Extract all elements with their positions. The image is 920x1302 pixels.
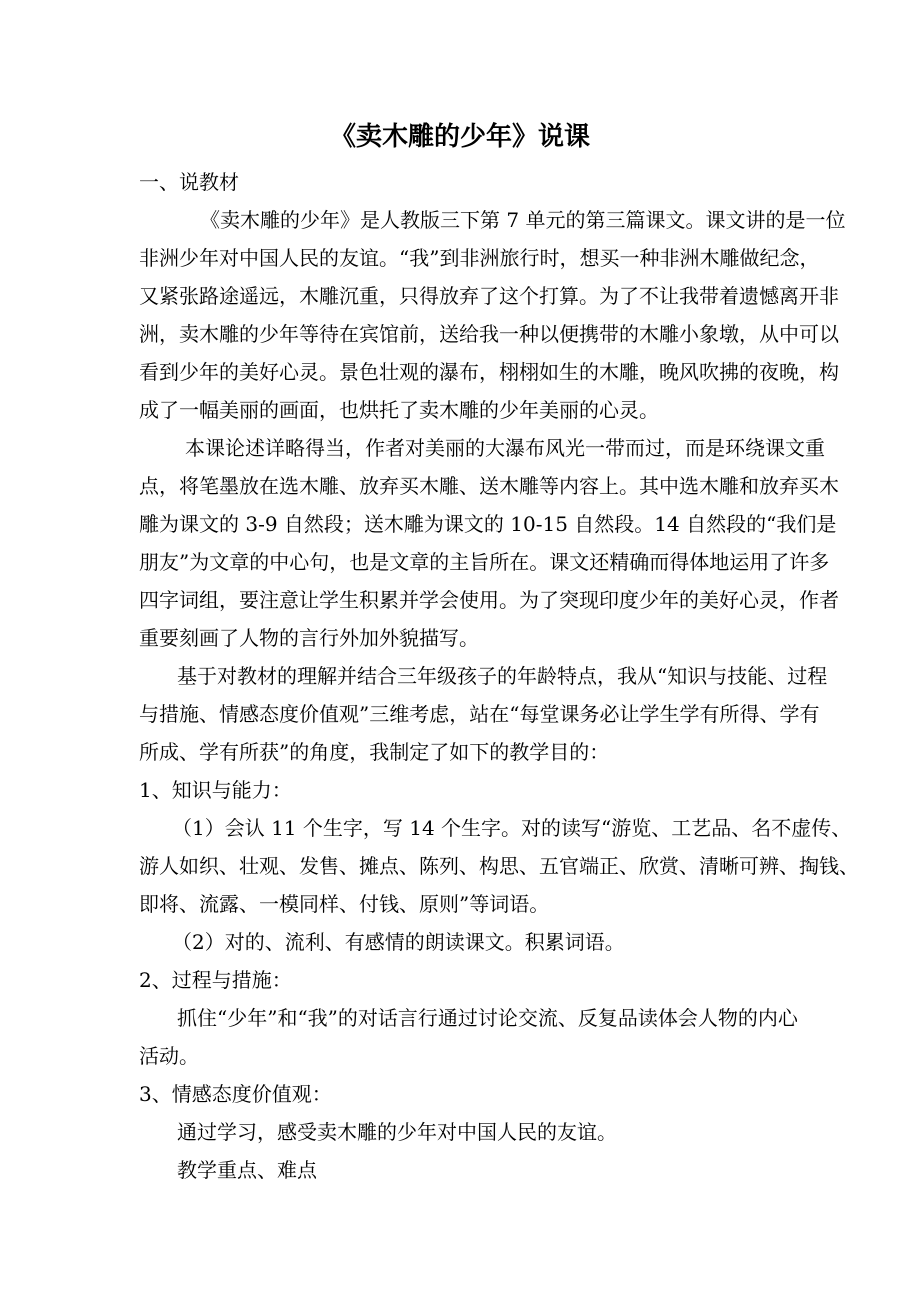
text-line: 成了一幅美丽的画面，也烘托了卖木雕的少年美丽的心灵。 [139,398,659,422]
goal-values-text: 通过学习，感受卖木雕的少年对中国人民的友谊。 [177,1120,617,1144]
document-body [139,163,859,1189]
text-line: 又紧张路途遥远，木雕沉重，只得放弃了这个打算。为了不让我带着遗憾离开非 [139,284,839,308]
text-line: 非洲少年对中国人民的友谊。“我”到非洲旅行时，想买一种非洲木雕做纪念， [139,246,820,270]
goal-item-2: （2）对的、流利、有感情的朗读课文。积累词语。 [172,930,625,954]
text-line: 重要刻画了人物的言行外加外貌描写。 [139,626,479,650]
goal-heading-knowledge: 1、知识与能力： [139,778,292,802]
text-line: 所成、学有所获”的角度，我制定了如下的教学目的： [139,740,610,764]
text-line: 四字词组，要注意让学生积累并学会使用。为了突现印度少年的美好心灵，作者 [139,588,839,612]
text-line: 本课论述详略得当，作者对美丽的大瀑布风光一带而过，而是环绕课文重 [185,436,825,460]
text-line: 与措施、情感态度价值观”三维考虑，站在“每堂课务必让学生学有所得、学有 [139,702,820,726]
text-line: 抓住“少年”和“我”的对话言行通过讨论交流、反复品读体会人物的内心 [177,1006,798,1030]
goal-item-1 [139,809,859,923]
text-line: 看到少年的美好心灵。景色壮观的瀑布，栩栩如生的木雕，晚风吹拂的夜晚，构 [139,360,839,384]
text-line: 基于对教材的理解并结合三年级孩子的年龄特点，我从“知识与技能、过程 [177,664,828,688]
document-title: 《卖木雕的少年》说课 [329,122,590,152]
paragraph-goals-intro [139,657,828,771]
text-line: 游人如织、壮观、发售、摊点、陈列、构思、五官端正、欣赏、清晰可辨、掏钱、 [139,854,859,878]
text-line: （1）会认 11 个生字，写 14 个生字。对的读写“游览、工艺品、名不虚传、 [172,816,852,840]
text-line: 朋友”为文章的中心句，也是文章的主旨所在。课文还精确而得体地运用了许多 [139,550,830,574]
goal-process-text [139,999,798,1075]
goal-heading-process: 2、过程与措施： [139,968,292,992]
text-line: 洲，卖木雕的少年等待在宾馆前，送给我一种以便携带的木雕小象墩，从中可以 [139,322,839,346]
text-line: 点，将笔墨放在选木雕、放弃买木雕、送木雕等内容上。其中选木雕和放弃买木 [139,474,839,498]
section-heading: 一、说教材 [139,170,239,194]
goal-heading-values: 3、情感态度价值观： [139,1082,332,1106]
key-points-heading: 教学重点、难点 [177,1158,317,1182]
paragraph-textbook-intro [139,201,846,429]
text-line: 雕为课文的 3-9 自然段；送木雕为课文的 10-15 自然段。14 自然段的“我们是 [139,512,837,536]
paragraph-structure [139,429,839,657]
text-line: 即将、流露、一模同样、付钱、原则”等词语。 [139,892,550,916]
text-line: 《卖木雕的少年》是人教版三下第 7 单元的第三篇课文。课文讲的是一位 [200,208,846,232]
text-line: 活动。 [139,1044,199,1068]
